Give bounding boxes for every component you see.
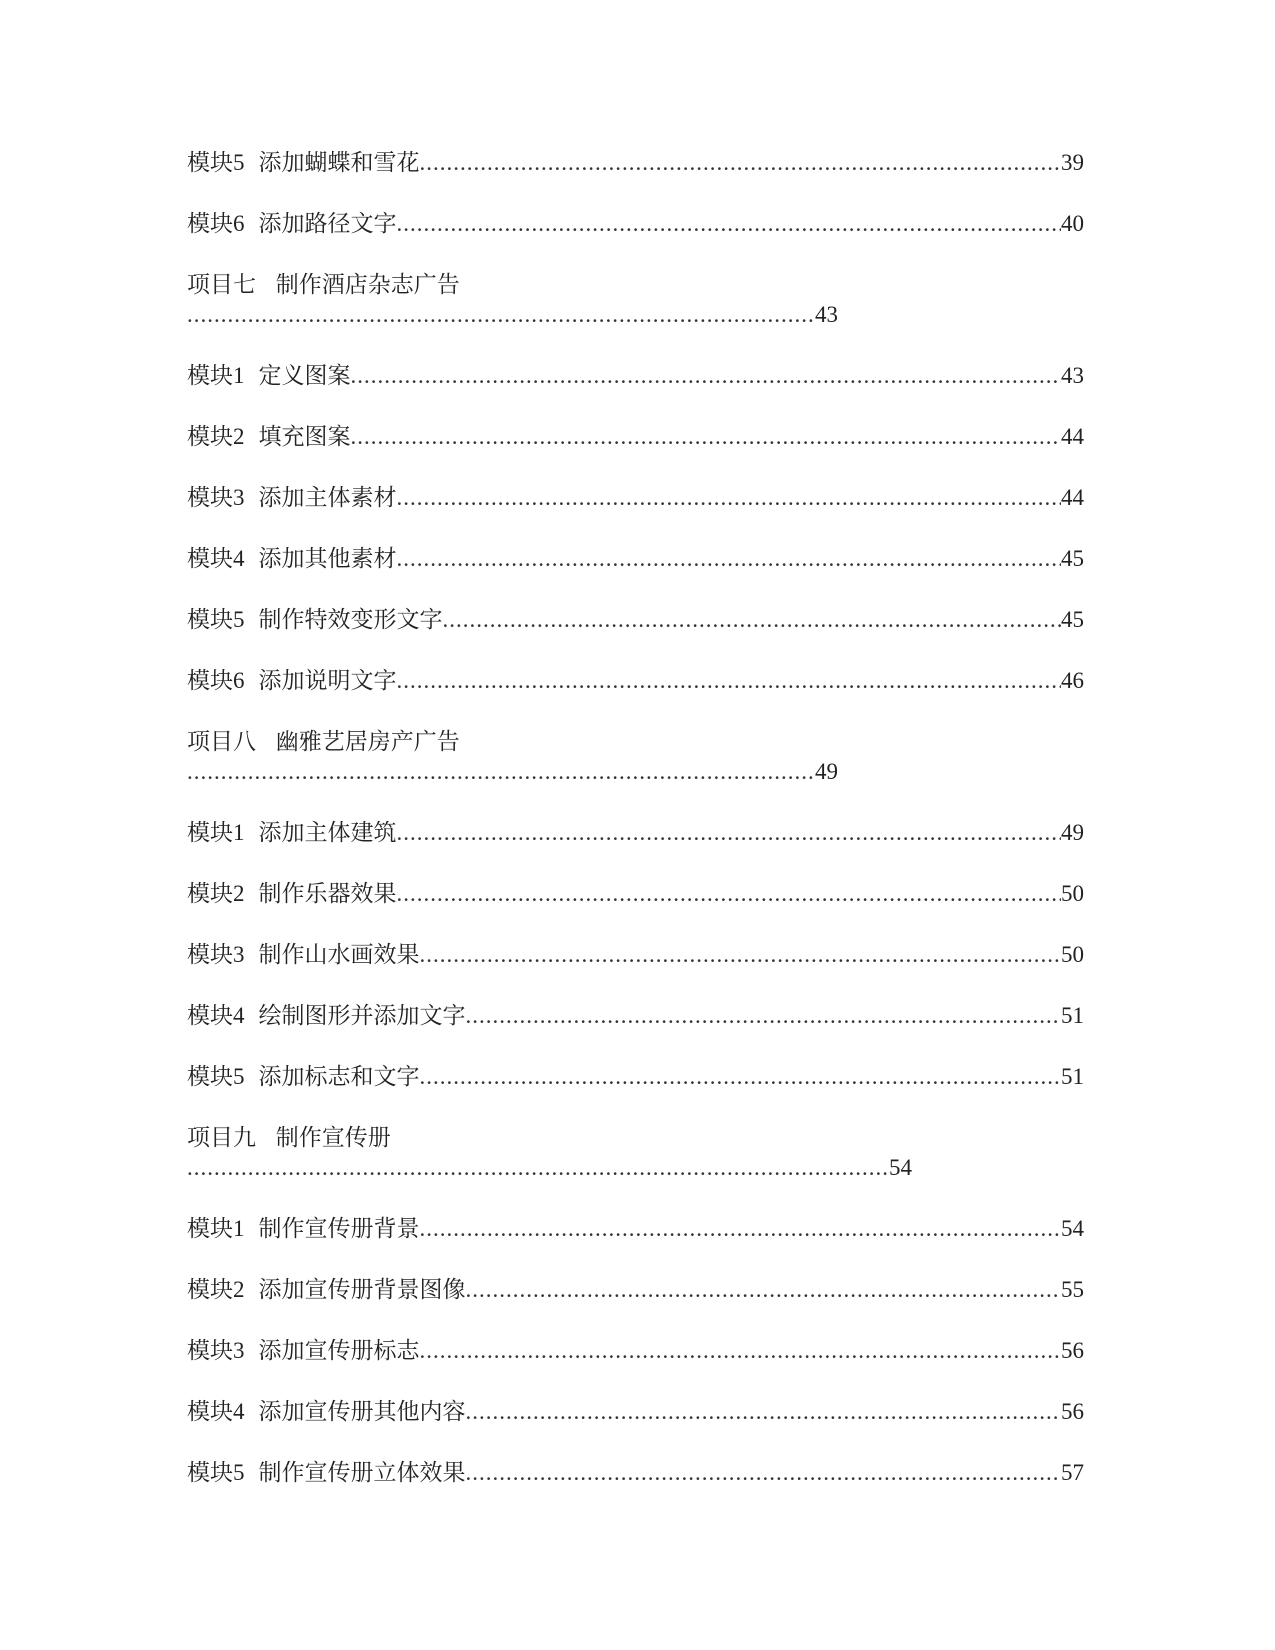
- toc-entry[interactable]: [187, 605, 1084, 666]
- page-number: 50: [1061, 881, 1084, 906]
- toc-entry[interactable]: [187, 1458, 1084, 1519]
- page-number: 51: [1061, 1064, 1084, 1089]
- module-number: 模块5: [187, 1064, 245, 1089]
- module-number: 模块1: [187, 1216, 245, 1241]
- page-number: 56: [1061, 1338, 1084, 1363]
- page-number: 43: [815, 302, 838, 327]
- module-title: 添加宣传册其他内容: [258, 1399, 466, 1424]
- dot-leader: [420, 148, 1062, 178]
- page-number: 50: [1061, 942, 1084, 967]
- dot-leader: [466, 1458, 1062, 1488]
- toc-entry[interactable]: [187, 1336, 1084, 1397]
- module-title: 添加主体素材: [258, 485, 397, 510]
- page-number: 45: [1061, 546, 1084, 571]
- table-of-contents: [187, 148, 1084, 1519]
- toc-entry[interactable]: [187, 1214, 1084, 1275]
- module-title: 制作乐器效果: [258, 881, 397, 906]
- module-number: 模块1: [187, 363, 245, 388]
- page-number: 45: [1061, 607, 1084, 632]
- dot-leader: [466, 1275, 1062, 1305]
- module-title: 添加路径文字: [258, 211, 397, 236]
- toc-entry[interactable]: [187, 361, 1084, 422]
- dot-leader: [443, 605, 1062, 635]
- page-number: 43: [1061, 363, 1084, 388]
- project-number: 项目七: [187, 272, 256, 297]
- module-title: 添加主体建筑: [258, 820, 397, 845]
- toc-project-entry[interactable]: [187, 1123, 1084, 1214]
- toc-entry[interactable]: [187, 940, 1084, 1001]
- dot-leader: [351, 422, 1062, 452]
- page-number: 57: [1061, 1460, 1084, 1485]
- dot-leader: [466, 1001, 1062, 1031]
- module-title: 制作山水画效果: [258, 942, 420, 967]
- page-number: 54: [889, 1155, 912, 1180]
- module-number: 模块3: [187, 1338, 245, 1363]
- dot-leader: [420, 940, 1062, 970]
- module-number: 模块3: [187, 485, 245, 510]
- module-number: 模块3: [187, 942, 245, 967]
- module-title: 添加标志和文字: [258, 1064, 420, 1089]
- module-number: 模块5: [187, 1460, 245, 1485]
- toc-project-entry[interactable]: [187, 270, 1084, 361]
- module-number: 模块2: [187, 881, 245, 906]
- dot-leader: [397, 209, 1062, 239]
- toc-entry[interactable]: [187, 422, 1084, 483]
- module-number: 模块4: [187, 1399, 245, 1424]
- dot-leader: [397, 483, 1062, 513]
- page-number: 39: [1061, 150, 1084, 175]
- module-title: 制作宣传册立体效果: [258, 1460, 466, 1485]
- dot-leader: [187, 757, 815, 787]
- dot-leader: [420, 1214, 1062, 1244]
- module-number: 模块4: [187, 546, 245, 571]
- page-number: 44: [1061, 485, 1084, 510]
- page-number: 55: [1061, 1277, 1084, 1302]
- module-title: 定义图案: [258, 363, 351, 388]
- module-number: 模块4: [187, 1003, 245, 1028]
- toc-entry[interactable]: [187, 818, 1084, 879]
- toc-entry[interactable]: [187, 666, 1084, 727]
- dot-leader: [351, 361, 1062, 391]
- toc-entry[interactable]: [187, 483, 1084, 544]
- toc-entry[interactable]: [187, 209, 1084, 270]
- module-number: 模块6: [187, 211, 245, 236]
- dot-leader: [397, 818, 1062, 848]
- toc-entry[interactable]: [187, 1275, 1084, 1336]
- dot-leader: [420, 1062, 1062, 1092]
- page-number: 46: [1061, 668, 1084, 693]
- module-number: 模块2: [187, 424, 245, 449]
- dot-leader: [397, 666, 1062, 696]
- module-number: 模块1: [187, 820, 245, 845]
- page-number: 44: [1061, 424, 1084, 449]
- module-title: 添加其他素材: [258, 546, 397, 571]
- toc-entry[interactable]: [187, 1001, 1084, 1062]
- page-number: 40: [1061, 211, 1084, 236]
- module-title: 制作宣传册背景: [258, 1216, 420, 1241]
- module-title: 制作特效变形文字: [258, 607, 443, 632]
- module-number: 模块6: [187, 668, 245, 693]
- toc-entry[interactable]: [187, 879, 1084, 940]
- dot-leader: [397, 879, 1062, 909]
- project-title: 幽雅艺居房产广告: [275, 729, 460, 754]
- toc-project-entry[interactable]: [187, 727, 1084, 818]
- project-number: 项目八: [187, 729, 256, 754]
- module-title: 添加说明文字: [258, 668, 397, 693]
- module-number: 模块5: [187, 150, 245, 175]
- module-title: 绘制图形并添加文字: [258, 1003, 466, 1028]
- dot-leader: [466, 1397, 1062, 1427]
- module-title: 填充图案: [258, 424, 351, 449]
- project-title: 制作酒店杂志广告: [275, 272, 460, 297]
- module-number: 模块5: [187, 607, 245, 632]
- module-title: 添加蝴蝶和雪花: [258, 150, 420, 175]
- toc-entry[interactable]: [187, 1397, 1084, 1458]
- dot-leader: [187, 300, 815, 330]
- project-title: 制作宣传册: [275, 1125, 391, 1150]
- page-number: 49: [815, 759, 838, 784]
- toc-entry[interactable]: [187, 148, 1084, 209]
- page-number: 56: [1061, 1399, 1084, 1424]
- dot-leader: [397, 544, 1062, 574]
- module-title: 添加宣传册标志: [258, 1338, 420, 1363]
- project-number: 项目九: [187, 1125, 256, 1150]
- dot-leader: [187, 1153, 889, 1183]
- module-number: 模块2: [187, 1277, 245, 1302]
- page-number: 54: [1061, 1216, 1084, 1241]
- page-number: 51: [1061, 1003, 1084, 1028]
- toc-entry[interactable]: [187, 544, 1084, 605]
- module-title: 添加宣传册背景图像: [258, 1277, 466, 1302]
- page-number: 49: [1061, 820, 1084, 845]
- dot-leader: [420, 1336, 1062, 1366]
- toc-entry[interactable]: [187, 1062, 1084, 1123]
